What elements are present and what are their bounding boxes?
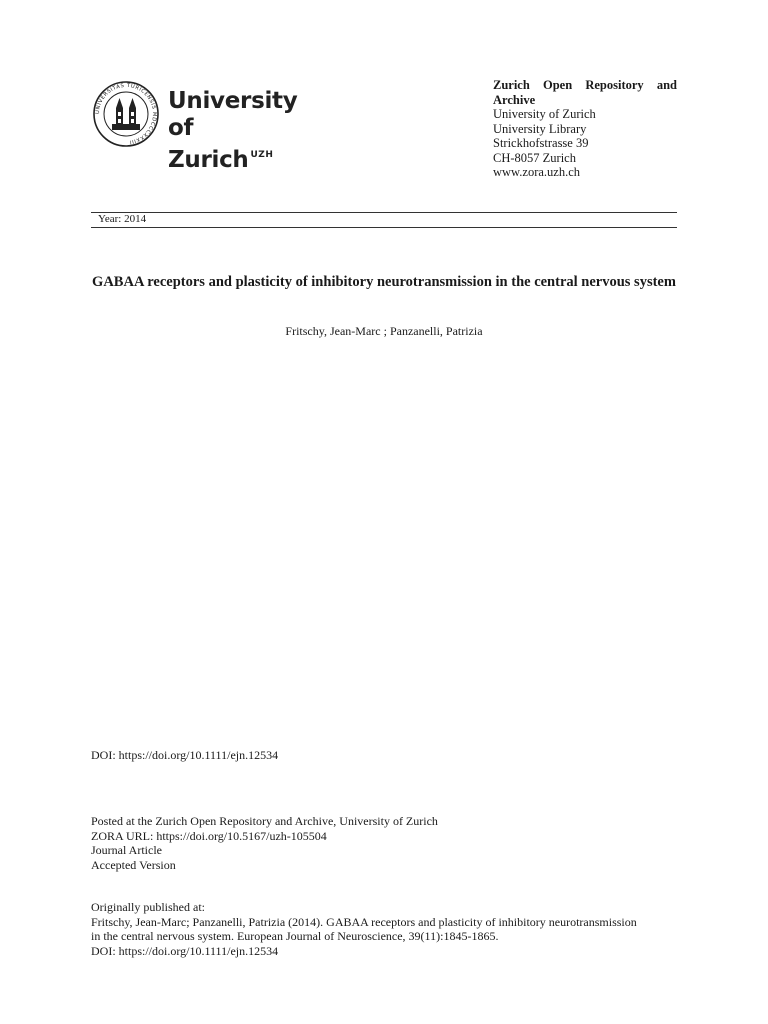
article-authors: Fritschy, Jean-Marc ; Panzanelli, Patrizia [285, 324, 483, 338]
posting-info [91, 814, 438, 872]
doi-link[interactable]: DOI: https://doi.org/10.1111/ejn.12534 [91, 748, 279, 762]
repository-address [493, 78, 677, 180]
address-line: Strickhofstrasse 39 [493, 136, 589, 150]
top-rule [91, 212, 677, 213]
university-wordmark [168, 88, 322, 174]
posting-line: Accepted Version [91, 857, 176, 872]
posting-line: Posted at the Zurich Open Repository and Archive, University of Zurich [91, 814, 438, 828]
citation-line: Fritschy, Jean-Marc; Panzanelli, Patrizia (2014). GABAA receptors and plasticity of inhibitory neurotransmission [91, 914, 637, 929]
original-publication [91, 900, 681, 958]
posting-line: Journal Article [91, 843, 162, 857]
repository-url[interactable]: www.zora.uzh.ch [493, 165, 580, 179]
repository-heading: Zurich Open Repository and Archive [493, 78, 677, 107]
seal-text: UNIVERSITAS TURICENSIS MDCCCXXXIII [94, 82, 158, 145]
address-line: University Library [493, 121, 587, 136]
article-title: GABAA receptors and plasticity of inhibitory neurotransmission in the central nervous system [92, 274, 676, 290]
citation-line: in the central nervous system. European Journal of Neuroscience, 39(11):1845-1865. [91, 929, 499, 943]
year-label: Year: 2014 [98, 213, 147, 225]
original-heading: Originally published at: [91, 900, 205, 914]
address-line: CH-8057 Zurich [493, 150, 576, 165]
zora-url[interactable]: ZORA URL: https://doi.org/10.5167/uzh-105504 [91, 828, 327, 843]
wordmark-line1: University of [168, 88, 298, 141]
bottom-rule [91, 227, 677, 228]
wordmark-line2: Zurich $^{UZH}$ [168, 147, 274, 173]
university-logo [92, 80, 322, 173]
address-line: University of Zurich [493, 107, 596, 121]
university-seal-icon [92, 80, 160, 148]
citation-doi[interactable]: DOI: https://doi.org/10.1111/ejn.12534 [91, 943, 279, 958]
wordmark-uzh: UZH [250, 150, 274, 160]
